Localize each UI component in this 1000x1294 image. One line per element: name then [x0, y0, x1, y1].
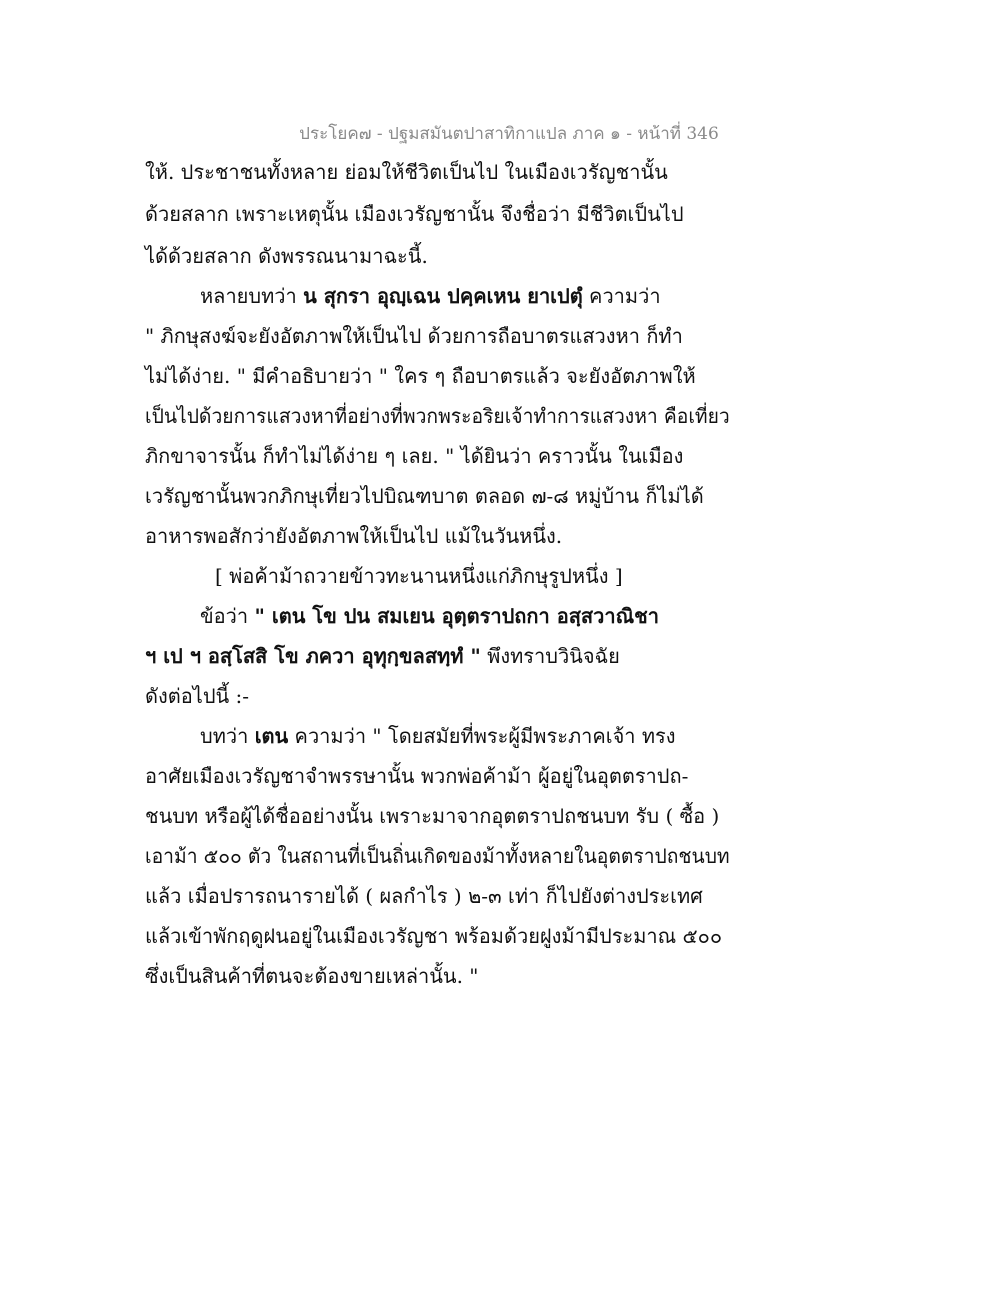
text-line-12: [200, 606, 659, 626]
text-line-8: [145, 446, 683, 466]
line-text: เวรัญชานั้นพวกภิกษุเที่ยวไปบิณฑบาต ตลอด ๗-๘ หมู่บ้าน ก็ไม่ได้: [145, 484, 704, 508]
text-line-14: [145, 686, 249, 706]
line-text: ให้. ประชาชนทั้งหลาย ย่อมให้ชีวิตเป็นไป ในเมืองเวรัญชานั้น: [145, 160, 668, 184]
line-text: พึงทราบวินิจฉัย: [480, 644, 620, 668]
line-text: ดังต่อไปนี้ :-: [145, 684, 250, 708]
text-line-17: [145, 806, 719, 826]
line-text: ข้อว่า: [200, 604, 255, 628]
pali-term: เตน: [254, 724, 289, 748]
line-text: บทว่า: [200, 724, 255, 748]
line-text: ด้วยสลาก เพราะเหตุนั้น เมืองเวรัญชานั้น จึงชื่อว่า มีชีวิตเป็นไป: [145, 202, 684, 226]
page-header: ประโยค๗ - ปฐมสมันตปาสาทิกาแปล ภาค ๑ - หน้าที่ 346: [299, 124, 719, 144]
line-text: ซึ่งเป็นสินค้าที่ตนจะต้องขายเหล่านั้น. ": [145, 964, 479, 988]
line-text: ชนบท หรือผู้ได้ชื่ออย่างนั้น เพราะมาจากอุตตราปถชนบท รับ ( ซื้อ ): [145, 804, 720, 828]
text-line-20: [145, 926, 722, 946]
line-text: แล้ว เมื่อปรารถนารายได้ ( ผลกำไร ) ๒-๓ เท่า ก็ไปยังต่างประเทศ: [145, 884, 703, 908]
text-line-19: [145, 886, 703, 906]
text-line-4: [200, 286, 661, 306]
line-text: [ พ่อค้าม้าถวายข้าวทะนานหนึ่งแก่ภิกษุรูปหนึ่ง ]: [215, 564, 623, 588]
line-text: อาศัยเมืองเวรัญชาจำพรรษานั้น พวกพ่อค้าม้า ผู้อยู่ในอุตตราปถ-: [145, 764, 689, 788]
text-line-13: [145, 646, 620, 666]
line-text: " ภิกษุสงฆ์จะยังอัตภาพให้เป็นไป ด้วยการถือบาตรแสวงหา ก็ทำ: [145, 324, 683, 348]
pali-term: " เตน โข ปน สมเยน อุตฺตราปถกา อสฺสวาณิชา: [254, 604, 659, 628]
text-line-5: [145, 326, 683, 346]
text-line-15: [200, 726, 676, 746]
line-text: หลายบทว่า: [200, 284, 304, 308]
section-heading: [215, 566, 623, 586]
text-line-21: [145, 966, 479, 986]
line-text: แล้วเข้าพักฤดูฝนอยู่ในเมืองเวรัญชา พร้อมด้วยฝูงม้ามีประมาณ ๕๐๐: [145, 924, 723, 948]
text-line-1: [145, 162, 668, 182]
line-text: ไม่ได้ง่าย. " มีคำอธิบายว่า " ใคร ๆ ถือบาตรแล้ว จะยังอัตภาพให้: [145, 364, 696, 388]
text-line-2: [145, 204, 684, 224]
line-text: ความว่า " โดยสมัยที่พระผู้มีพระภาคเจ้า ทรง: [288, 724, 676, 748]
line-text: เอาม้า ๕๐๐ ตัว ในสถานที่เป็นถิ่นเกิดของม้าทั้งหลายในอุตตราปถชนบท: [145, 844, 730, 868]
line-text: ความว่า: [582, 284, 661, 308]
line-text: ได้ด้วยสลาก ดังพรรณนามาฉะนี้.: [145, 244, 428, 268]
line-text: ภิกขาจารนั้น ก็ทำไม่ได้ง่าย ๆ เลย. " ได้ยินว่า คราวนั้น ในเมือง: [145, 444, 684, 468]
text-line-6: [145, 366, 696, 386]
pali-term: ฯ เป ฯ อสฺโสสิ โข ภควา อุทุกฺขลสทฺทํ ": [145, 644, 481, 668]
line-text: เป็นไปด้วยการแสวงหาที่อย่างที่พวกพระอริยเจ้าทำการแสวงหา คือเที่ยว: [145, 404, 730, 428]
text-line-18: [145, 846, 730, 866]
text-line-16: [145, 766, 688, 786]
text-line-3: [145, 246, 428, 266]
line-text: อาหารพอสักว่ายังอัตภาพให้เป็นไป แม้ในวันหนึ่ง.: [145, 524, 563, 548]
text-line-9: [145, 486, 704, 506]
text-line-7: [145, 406, 730, 426]
text-line-10: [145, 526, 562, 546]
pali-term: น สุกรา อุญฺเฉน ปคฺคเหน ยาเปตุํ: [303, 284, 583, 308]
